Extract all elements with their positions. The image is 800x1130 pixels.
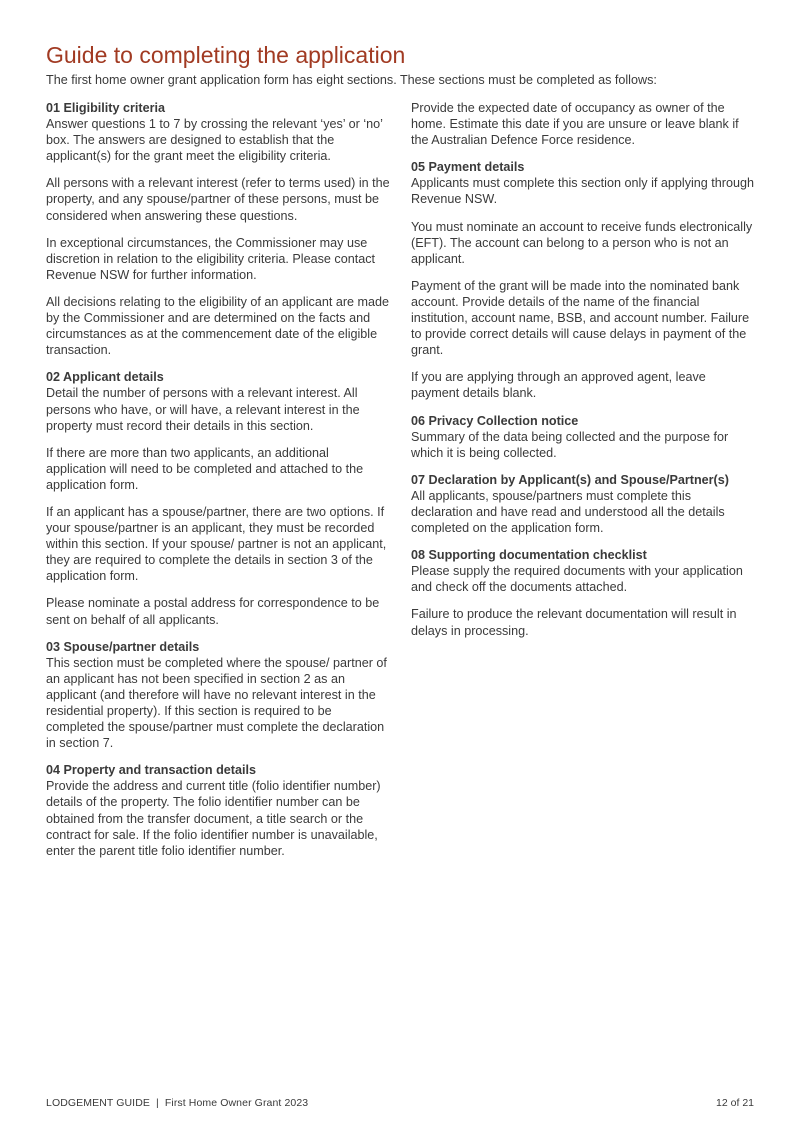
section-eligibility-criteria	[46, 100, 391, 358]
section-privacy-collection-notice	[411, 413, 756, 461]
section-heading: 01 Eligibility criteria	[46, 101, 165, 115]
section-supporting-documentation	[411, 547, 756, 638]
section-paragraph: If you are applying through an approved agent, leave payment details blank.	[411, 370, 706, 401]
section-paragraph: You must nominate an account to receive funds electronically (EFT). The account can belong to a person who is not an applicant.	[411, 219, 753, 266]
right-column	[411, 100, 756, 650]
section-paragraph: Payment of the grant will be made into the nominated bank account. Provide details of the name of the financial institution, account name, BSB, and account number. Failure to provide correct details will cause delays in payment of the grant.	[411, 278, 750, 358]
footer-page-number: 12 of 21	[716, 1097, 754, 1109]
section-paragraph: This section must be completed where the spouse/ partner of an applicant has not been specified in section 2 as an applicant (and therefore will have no relevant interest in the residential property). If this section is required to be completed the spouse/partner must complete the declaration in section 7.	[46, 655, 387, 751]
section-paragraph: All applicants, spouse/partners must complete this declaration and have read and understood all the details completed on the application form.	[411, 488, 725, 536]
section-paragraph: In exceptional circumstances, the Commissioner may use discretion in relation to the eligibility criteria. Please contact Revenue NSW for further information.	[46, 235, 375, 282]
section-heading: 06 Privacy Collection notice	[411, 413, 579, 428]
section-paragraph: If an applicant has a spouse/partner, there are two options. If your spouse/partner is an applicant, they must be recorded within this section. If your spouse/ partner is not an applicant, they are required to complete the details in section 3 of the application form.	[46, 504, 387, 584]
section-property-transaction-details-continued	[411, 100, 756, 148]
section-heading: 08 Supporting documentation checklist	[411, 548, 647, 563]
intro-text: The first home owner grant application form has eight sections. These sections must be completed as follows:	[46, 73, 657, 87]
section-declaration	[411, 472, 756, 536]
section-heading: 05 Payment details	[411, 160, 525, 175]
section-property-transaction-details	[46, 762, 391, 859]
section-heading: 02 Applicant details	[46, 370, 164, 385]
section-paragraph: Failure to produce the relevant documentation will result in delays in processing.	[411, 607, 737, 638]
section-paragraph: Summary of the data being collected and the purpose for which it is being collected.	[411, 429, 729, 460]
section-paragraph: Please nominate a postal address for correspondence to be sent on behalf of all applicants.	[46, 596, 380, 627]
section-applicant-details	[46, 369, 391, 627]
section-paragraph: Provide the address and current title (folio identifier number) details of the property. The folio identifier number can be obtained from the transfer document, a title search or the contract for sale. If the folio identifier number is unavailable, enter the parent title folio identifier number.	[46, 779, 381, 858]
section-spouse-partner-details	[46, 639, 391, 752]
page-title: Guide to completing the application	[46, 42, 406, 68]
section-payment-details	[411, 159, 756, 401]
section-paragraph: All decisions relating to the eligibility of an applicant are made by the Commissioner and are determined on the facts and circumstances as at the commencement date of the eligible transaction.	[46, 294, 390, 358]
section-paragraph: If there are more than two applicants, an additional application will need to be completed and attached to the application form.	[46, 445, 364, 492]
section-paragraph: Applicants must complete this section only if applying through Revenue NSW.	[411, 176, 755, 207]
left-column	[46, 100, 391, 870]
footer-document-name: LODGEMENT GUIDE | First Home Owner Grant 2023	[46, 1097, 309, 1109]
section-paragraph: Detail the number of persons with a relevant interest. All persons who have, or will have, a relevant interest in the property must record their details in this section.	[46, 386, 360, 433]
section-paragraph: Answer questions 1 to 7 by crossing the relevant ‘yes’ or ‘no’ box. The answers are designed to establish that the applicant(s) for the grant meet the eligibility criteria.	[46, 117, 383, 164]
section-heading: 07 Declaration by Applicant(s) and Spouse/Partner(s)	[411, 472, 729, 487]
section-paragraph: Please supply the required documents with your application and check off the documents attached.	[411, 564, 743, 595]
section-paragraph: Provide the expected date of occupancy as owner of the home. Estimate this date if you are unsure or leave blank if the Australian Defence Force residence.	[411, 101, 739, 148]
section-heading: 04 Property and transaction details	[46, 763, 256, 778]
section-paragraph: All persons with a relevant interest (refer to terms used) in the property, and any spouse/partner of these persons, must be considered when answering these questions.	[46, 176, 390, 223]
section-heading: 03 Spouse/partner details	[46, 639, 200, 654]
